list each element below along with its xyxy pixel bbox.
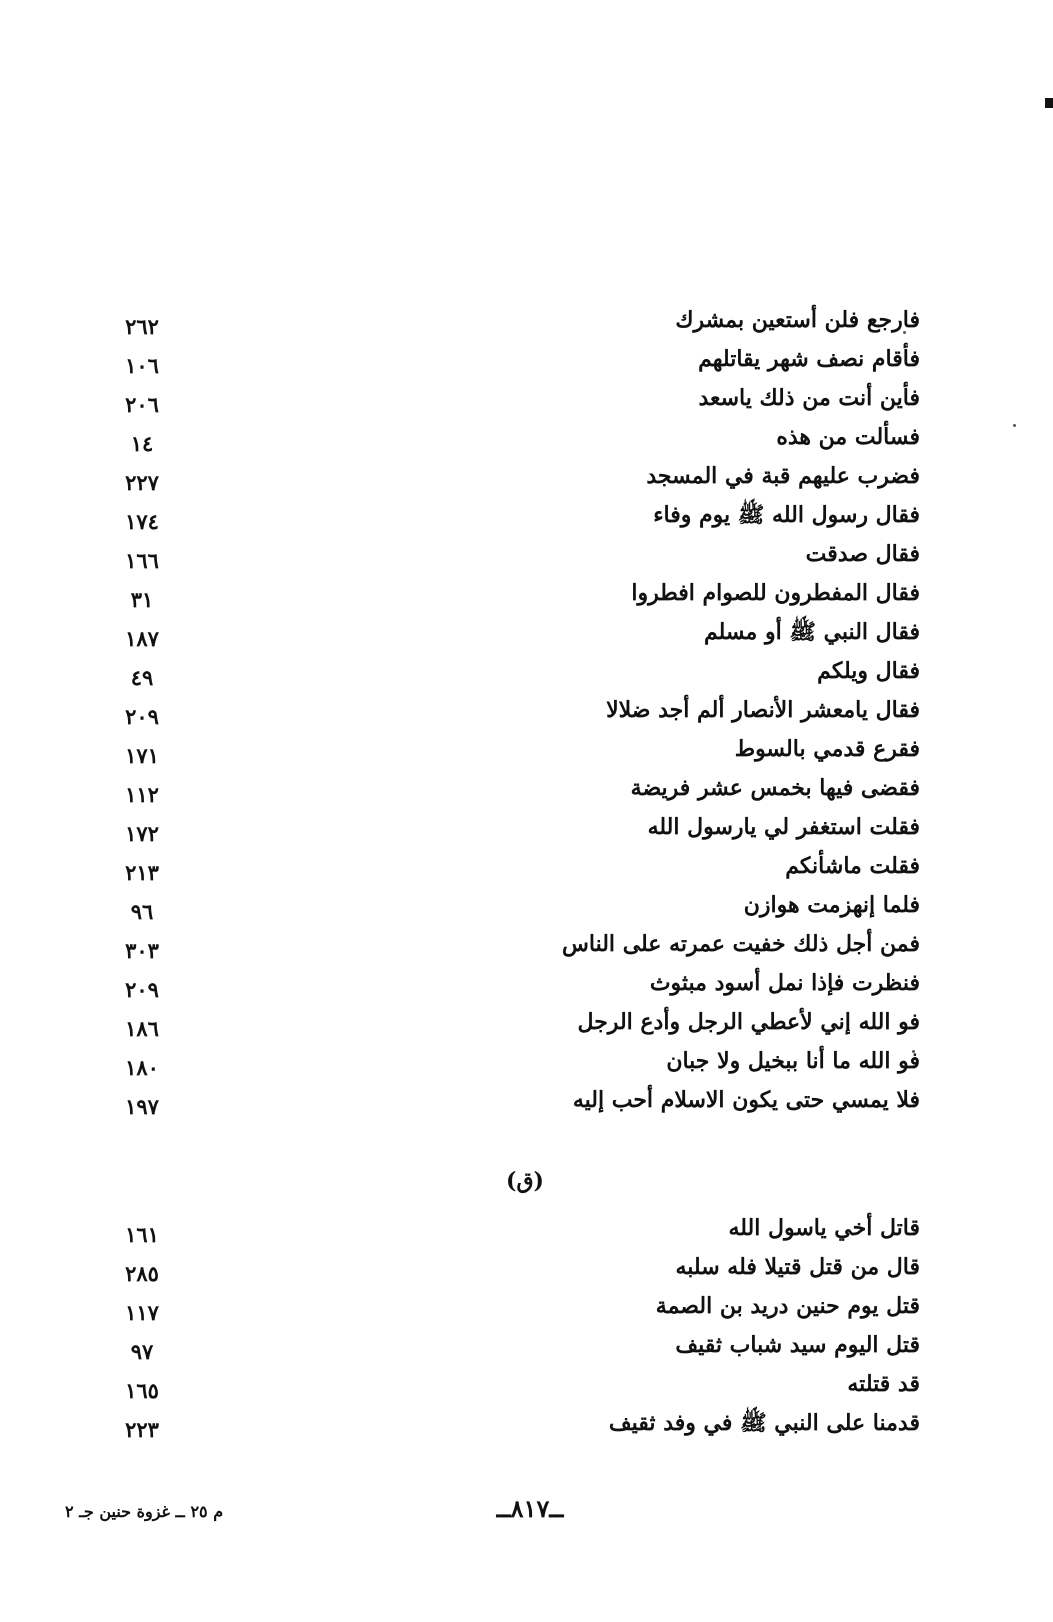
index-entry — [80, 461, 920, 501]
index-entry — [80, 422, 920, 462]
index-entry — [80, 812, 920, 852]
entry-text: قال من قتل قتيلا فله سلبه — [675, 1254, 920, 1280]
entry-text: فقضى فيها بخمس عشر فريضة — [630, 775, 920, 801]
entry-page-number: ٢٠٩ — [125, 704, 159, 729]
index-entry — [80, 1213, 920, 1253]
entry-text: فمن أجل ذلك خفيت عمرته على الناس — [562, 931, 920, 957]
index-entry — [80, 500, 920, 540]
entry-text: قاتل أخي ياسول الله — [728, 1215, 920, 1241]
entry-page-number: ١١٢ — [125, 782, 159, 807]
entry-page-number: ١٨٠ — [125, 1055, 159, 1080]
entry-text: فو الله إني لأعطي الرجل وأدع الرجل — [577, 1009, 920, 1035]
index-entry — [80, 1007, 920, 1047]
entry-text: فقال يامعشر الأنصار ألم أجد ضلالا — [606, 697, 920, 723]
entry-text: فقال ويلكم — [817, 658, 920, 684]
entry-page-number: ١٧٤ — [125, 509, 159, 534]
entry-text: قدمنا على النبي ﷺ في وفد ثقيف — [608, 1410, 920, 1436]
entry-text: قتل اليوم سيد شباب ثقيف — [675, 1332, 920, 1358]
entry-text: فقلت ماشأنكم — [785, 853, 920, 879]
entry-page-number: ١٨٦ — [125, 1016, 159, 1041]
index-entry — [80, 1408, 920, 1448]
entry-text: فلما إنهزمت هوازن — [743, 892, 920, 918]
index-entry — [80, 1252, 920, 1292]
entry-text: قد قتلته — [847, 1371, 920, 1397]
entry-text: فقال رسول الله ﷺ يوم وفاء — [653, 502, 920, 528]
index-entry — [80, 1046, 920, 1086]
index-entry — [80, 578, 920, 618]
index-entry — [80, 539, 920, 579]
scan-edge-mark — [1045, 98, 1053, 108]
index-entry — [80, 1369, 920, 1409]
entry-page-number: ١٧١ — [125, 743, 159, 768]
entry-text: فأين أنت من ذلك ياسعد — [698, 385, 920, 411]
entry-page-number: ١٤ — [130, 431, 154, 456]
entry-text: قتل يوم حنين دريد بن الصمة — [655, 1293, 920, 1319]
page-number: ــ٨١٧ــ — [496, 1494, 564, 1523]
entry-page-number: ٣١ — [130, 587, 154, 612]
index-entry — [80, 773, 920, 813]
index-entry — [80, 1085, 920, 1125]
index-entry — [80, 617, 920, 657]
index-entry — [80, 656, 920, 696]
entry-text: فارجع فلن أستعين بمشرك — [675, 307, 920, 333]
entry-text: فسألت من هذه — [776, 424, 920, 450]
entry-page-number: ٢٦٢ — [125, 314, 159, 339]
section-heading: (ق) — [506, 1168, 544, 1194]
index-entry — [80, 851, 920, 891]
entry-text: فقرع قدمي بالسوط — [734, 736, 920, 762]
entry-text: فقال صدقت — [805, 541, 920, 567]
entry-page-number: ٢٨٥ — [125, 1261, 159, 1286]
index-entry — [80, 1291, 920, 1331]
index-entry — [80, 305, 920, 345]
entry-page-number: ٩٦ — [130, 899, 154, 924]
index-entry — [80, 1330, 920, 1370]
index-entry — [80, 344, 920, 384]
entry-page-number: ١٦١ — [125, 1222, 159, 1247]
index-entry — [80, 734, 920, 774]
entry-page-number: ٣٠٣ — [125, 938, 159, 963]
entry-text: فأقام نصف شهر يقاتلهم — [698, 346, 920, 372]
entry-page-number: ١٠٦ — [125, 353, 159, 378]
scan-speck — [1013, 424, 1016, 427]
entry-page-number: ٢٠٩ — [125, 977, 159, 1002]
entry-text: فو الله ما أنا ببخيل ولا جبان — [666, 1048, 920, 1074]
entry-page-number: ١٨٧ — [125, 626, 159, 651]
entry-page-number: ١٦٦ — [125, 548, 159, 573]
entry-page-number: ٩٧ — [130, 1339, 154, 1364]
entry-text: فنظرت فإذا نمل أسود مبثوث — [649, 970, 920, 996]
entry-page-number: ٢٢٧ — [125, 470, 159, 495]
index-entry — [80, 383, 920, 423]
entry-page-number: ٢٢٣ — [125, 1417, 159, 1442]
index-entry — [80, 929, 920, 969]
footer-volume-note: م ٢٥ ــ غزوة حنين جـ ٢ — [65, 1502, 224, 1521]
entry-text: فضرب عليهم قبة في المسجد — [646, 463, 920, 489]
index-entry — [80, 890, 920, 930]
entry-text: فقال النبي ﷺ أو مسلم — [703, 619, 920, 645]
entry-page-number: ١٦٥ — [125, 1378, 159, 1403]
entry-page-number: ١١٧ — [125, 1300, 159, 1325]
entry-text: فلا يمسي حتى يكون الاسلام أحب إليه — [572, 1087, 920, 1113]
entry-page-number: ٢٠٦ — [125, 392, 159, 417]
entry-page-number: ١٩٧ — [125, 1094, 159, 1119]
entry-page-number: ١٧٢ — [125, 821, 159, 846]
index-entry — [80, 968, 920, 1008]
entry-text: فقلت استغفر لي يارسول الله — [647, 814, 920, 840]
entry-page-number: ٤٩ — [130, 665, 154, 690]
entry-page-number: ٢١٣ — [125, 860, 159, 885]
entry-text: فقال المفطرون للصوام افطروا — [631, 580, 920, 606]
index-entry — [80, 695, 920, 735]
